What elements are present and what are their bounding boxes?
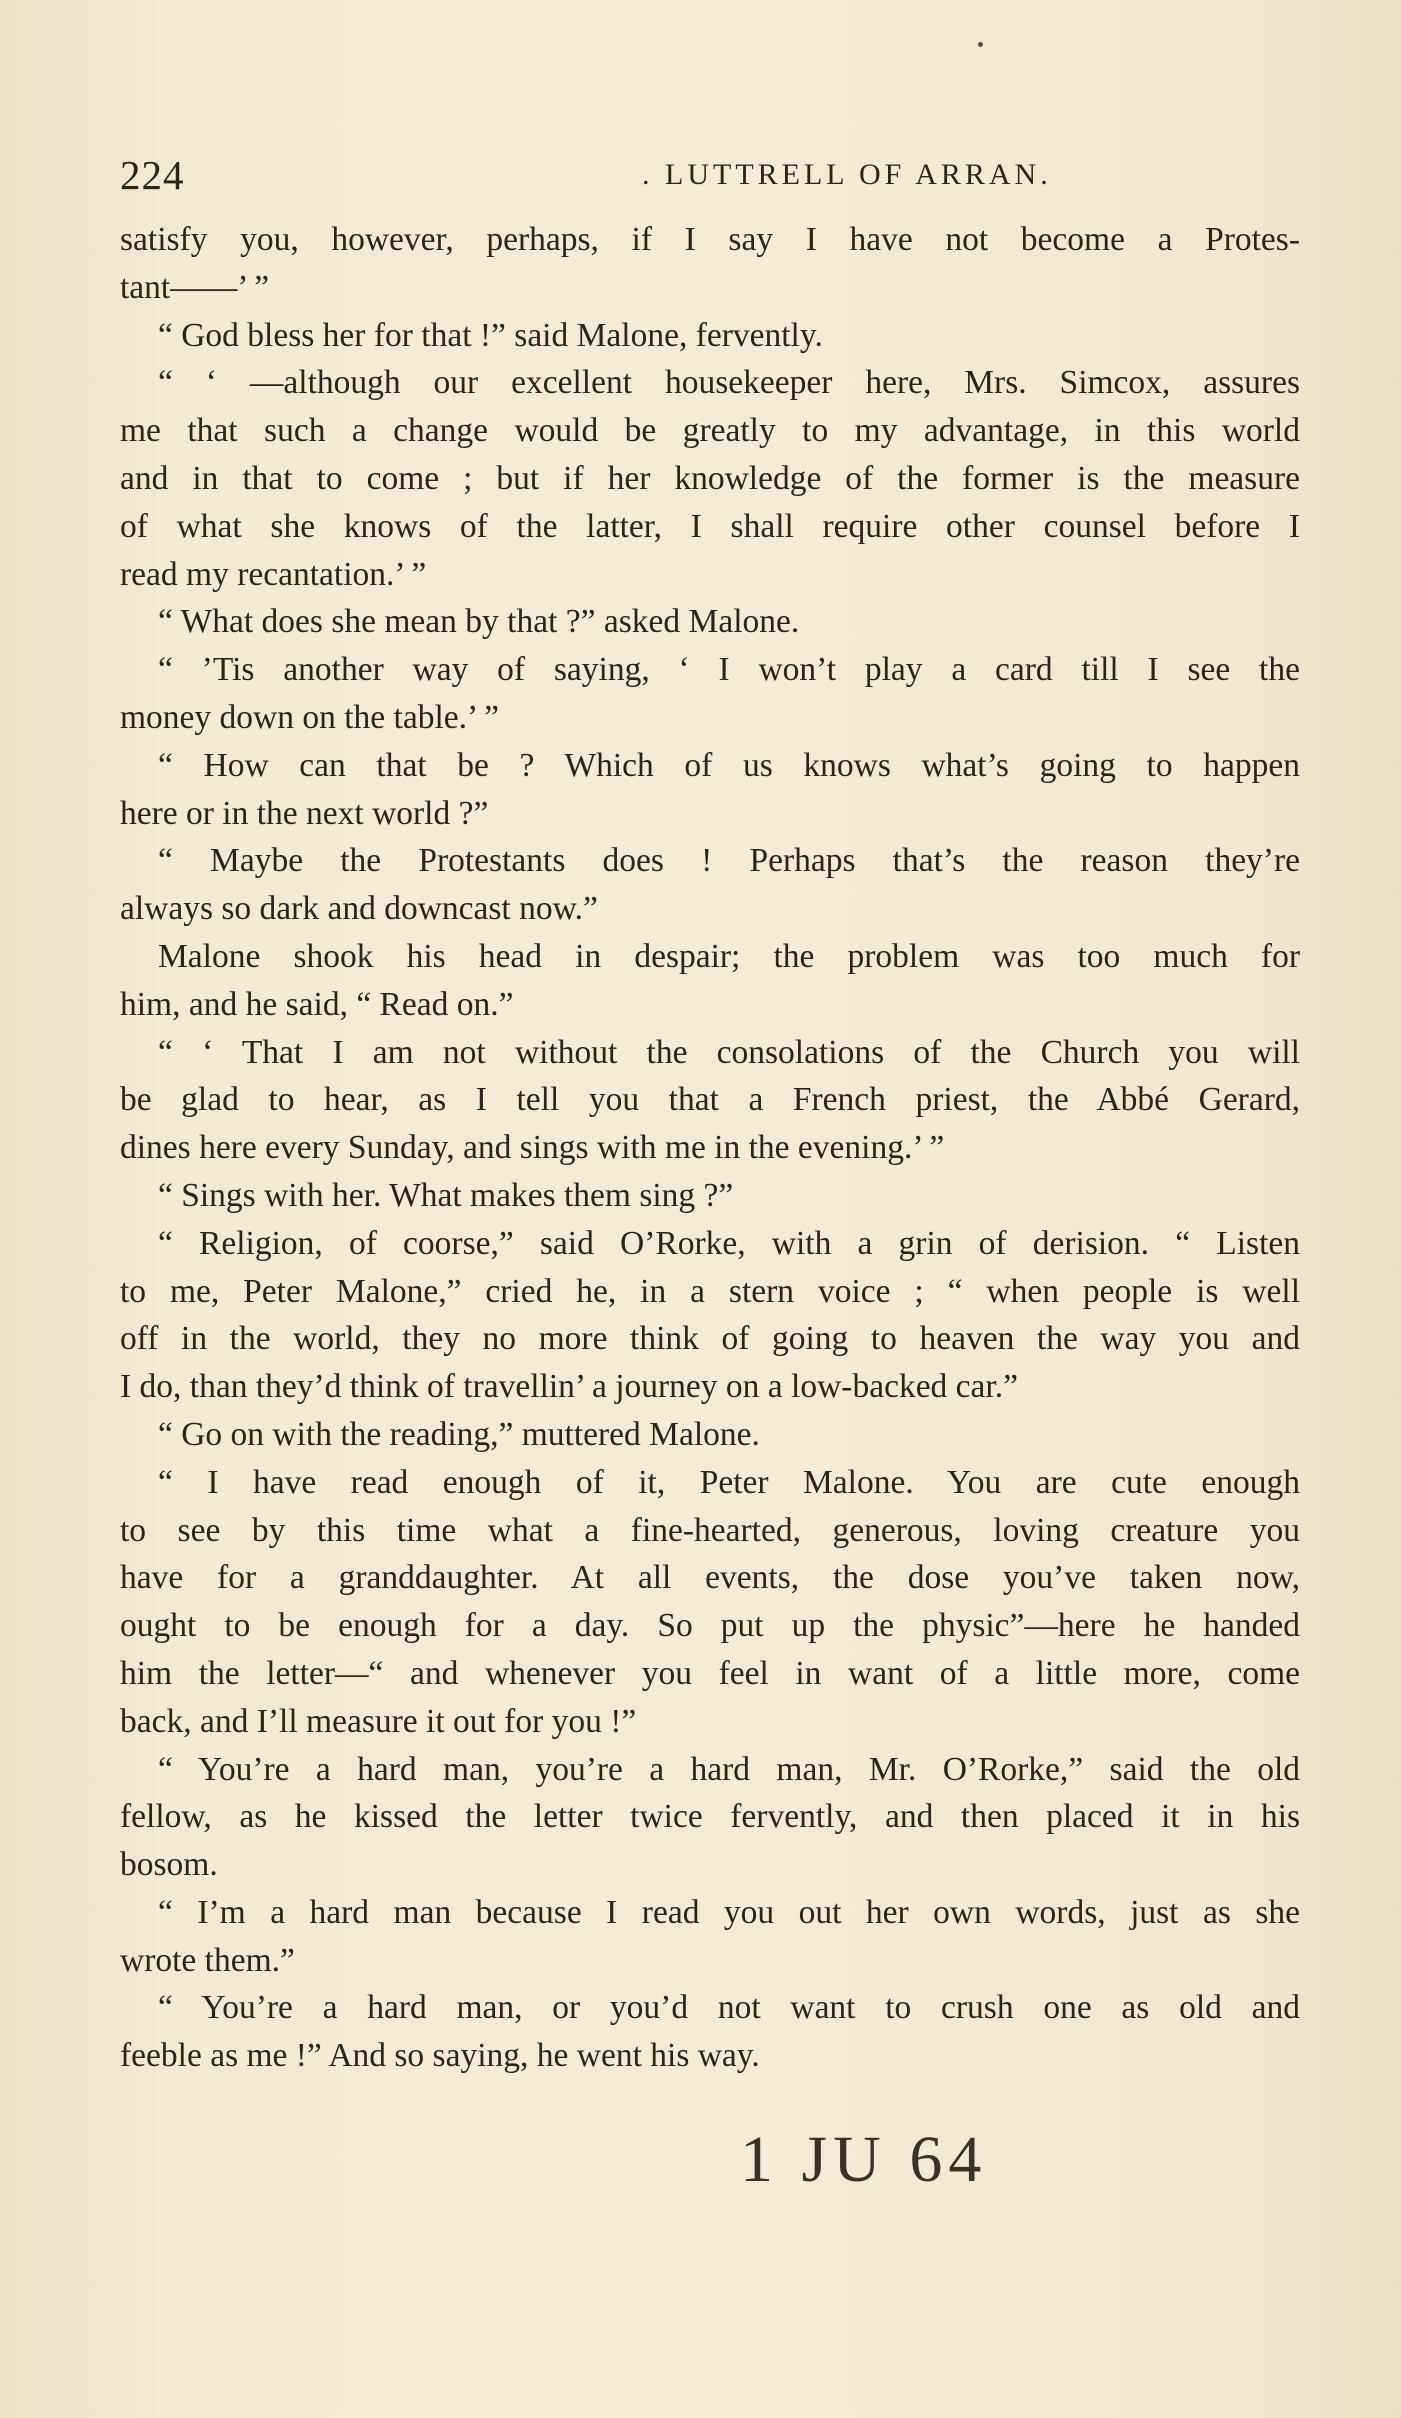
text-line: I do, than they’d think of travellin’ a journey on a low-backed car.”	[120, 1368, 1018, 1406]
text-line: “ Sings with her. What makes them sing ?”	[158, 1176, 734, 1214]
page-header	[120, 150, 1295, 200]
text-line: always so dark and downcast now.”	[120, 890, 598, 928]
text-line: wrote them.”	[120, 1941, 295, 1979]
body-text	[120, 216, 1300, 2080]
text-line: and in that to come ; but if her knowledge of the former is the measure	[120, 459, 1300, 497]
text-line: ought to be enough for a day. So put up the physic”—here he handed	[120, 1607, 1300, 1645]
text-line: him the letter—“ and whenever you feel in want of a little more, come	[120, 1654, 1300, 1692]
text-line: Malone shook his head in despair; the problem was too much for	[158, 937, 1300, 975]
text-line: back, and I’ll measure it out for you !”	[120, 1702, 637, 1740]
text-line: “ ‘ That I am not without the consolations of the Church you will	[158, 1033, 1300, 1071]
text-line: to see by this time what a fine-hearted, generous, loving creature you	[120, 1511, 1300, 1549]
text-line: read my recantation.’ ”	[120, 555, 427, 593]
text-line: have for a granddaughter. At all events, the dose you’ve taken now,	[120, 1559, 1300, 1597]
text-line: “ I’m a hard man because I read you out her own words, just as she	[158, 1893, 1300, 1931]
text-line: “ You’re a hard man, you’re a hard man, Mr. O’Rorke,” said the old	[158, 1750, 1300, 1788]
text-line: here or in the next world ?”	[120, 794, 489, 832]
text-line: be glad to hear, as I tell you that a French priest, the Abbé Gerard,	[120, 1081, 1300, 1119]
text-line: “ Go on with the reading,” muttered Malone.	[158, 1415, 760, 1453]
text-line: “ You’re a hard man, or you’d not want to crush one as old and	[158, 1989, 1300, 2027]
text-line: me that such a change would be greatly to my advantage, in this world	[120, 412, 1300, 450]
running-title: . LUTTRELL OF ARRAN.	[642, 158, 1052, 191]
text-line: “ I have read enough of it, Peter Malone. You are cute enough	[158, 1463, 1300, 1501]
text-line: “ ’Tis another way of saying, ‘ I won’t play a card till I see the	[158, 651, 1300, 689]
text-line: “ ‘ —although our excellent housekeeper here, Mrs. Simcox, assures	[158, 364, 1300, 402]
text-line: feeble as me !” And so saying, he went his way.	[120, 2037, 760, 2075]
text-line: “ Maybe the Protestants does ! Perhaps that’s the reason they’re	[158, 842, 1300, 880]
text-line: “ How can that be ? Which of us knows what’s going to happen	[158, 746, 1300, 784]
text-line: satisfy you, however, perhaps, if I say I have not become a Protes-	[120, 221, 1300, 258]
text-line: off in the world, they no more think of going to heaven the way you and	[120, 1320, 1300, 1358]
text-line: fellow, as he kissed the letter twice fervently, and then placed it in his	[120, 1798, 1300, 1836]
text-line: of what she knows of the latter, I shall require other counsel before I	[120, 507, 1300, 545]
text-line: “ God bless her for that !” said Malone, fervently.	[158, 316, 823, 354]
ink-speck	[978, 42, 983, 47]
text-line: money down on the table.’ ”	[120, 698, 499, 736]
text-line: bosom.	[120, 1846, 218, 1884]
library-date-stamp: 1 JU 64	[740, 2123, 988, 2196]
text-line: dines here every Sunday, and sings with me in the evening.’ ”	[120, 1129, 945, 1167]
text-line: “ What does she mean by that ?” asked Malone.	[158, 603, 800, 641]
text-line: him, and he said, “ Read on.”	[120, 985, 514, 1023]
text-line: tant——’ ”	[120, 268, 270, 306]
page-number: 224	[120, 152, 185, 198]
text-line: “ Religion, of coorse,” said O’Rorke, with a grin of derision. “ Listen	[158, 1224, 1300, 1262]
text-line: to me, Peter Malone,” cried he, in a stern voice ; “ when people is well	[120, 1272, 1300, 1310]
